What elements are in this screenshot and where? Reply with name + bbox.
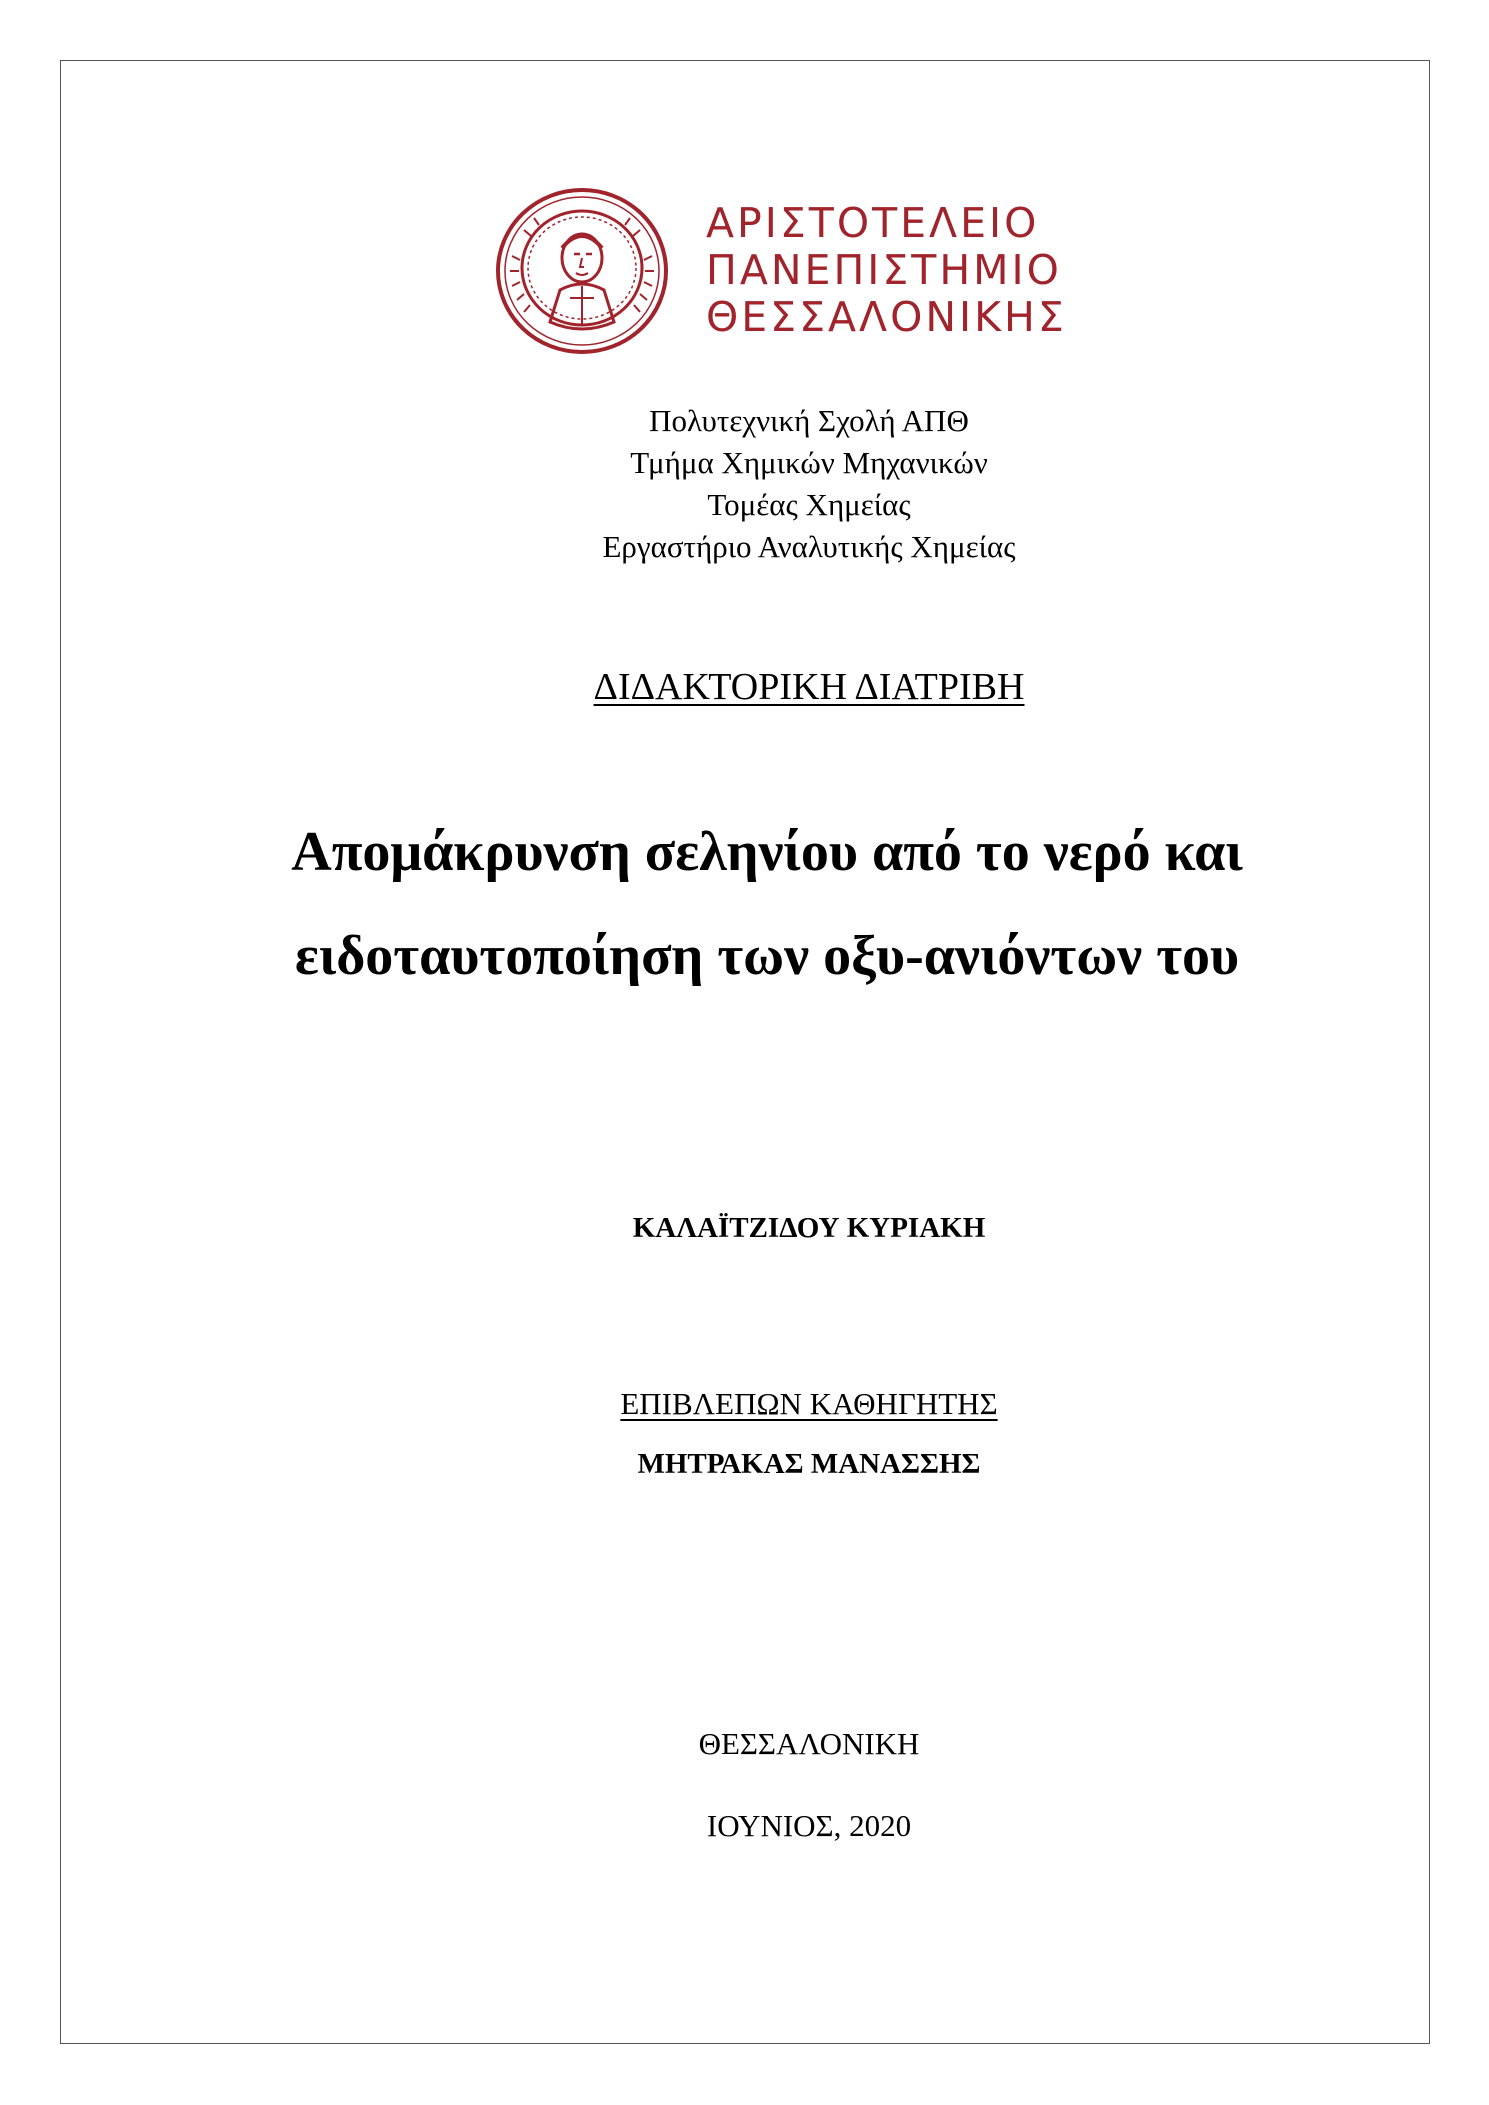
supervisor-label: [60, 1384, 1430, 1424]
university-name-line: ΘΕΣΣΑΛΟΝΙΚΗΣ: [706, 293, 1067, 341]
thesis-title-line: Απομάκρυνση σεληνίου από το νερό και: [291, 821, 1243, 883]
university-logo: [494, 186, 1094, 356]
school-name: Πολυτεχνική Σχολή ΑΠΘ: [649, 403, 969, 438]
thesis-title: [60, 800, 1430, 1008]
date: ΙΟΥΝΙΟΣ, 2020: [706, 1808, 912, 1843]
city: ΘΕΣΣΑΛΟΝΙΚΗ: [698, 1726, 920, 1761]
university-name-line: ΑΡΙΣΤΟΤΕΛΕΙΟ: [706, 199, 1040, 247]
university-name-line: ΠΑΝΕΠΙΣΤΗΜΙΟ: [706, 246, 1062, 294]
thesis-title-line: ειδοταυτοποίηση των οξυ-ανιόντων του: [294, 925, 1240, 987]
department-name: Τμήμα Χημικών Μηχανικών: [630, 445, 988, 480]
aristotle-university-seal-icon: [494, 186, 670, 356]
supervisor-name: ΜΗΤΡΑΚΑΣ ΜΑΝΑΣΣΗΣ: [637, 1448, 981, 1480]
supervisor-label-text: ΕΠΙΒΛΕΠΩΝ ΚΑΘΗΓΗΤΗΣ: [620, 1386, 998, 1421]
document-type: [60, 664, 1430, 710]
document-type-label: ΔΙΔΑΚΤΟΡΙΚΗ ΔΙΑΤΡΙΒΗ: [593, 666, 1025, 708]
author-name: ΚΑΛΑΪΤΖΙΔΟΥ ΚΥΡΙΑΚΗ: [632, 1212, 986, 1244]
university-name: [706, 200, 1067, 341]
sector-name: Τομέας Χημείας: [707, 487, 911, 522]
affiliation-block: [60, 400, 1430, 568]
laboratory-name: Εργαστήριο Αναλυτικής Χημείας: [602, 529, 1016, 564]
